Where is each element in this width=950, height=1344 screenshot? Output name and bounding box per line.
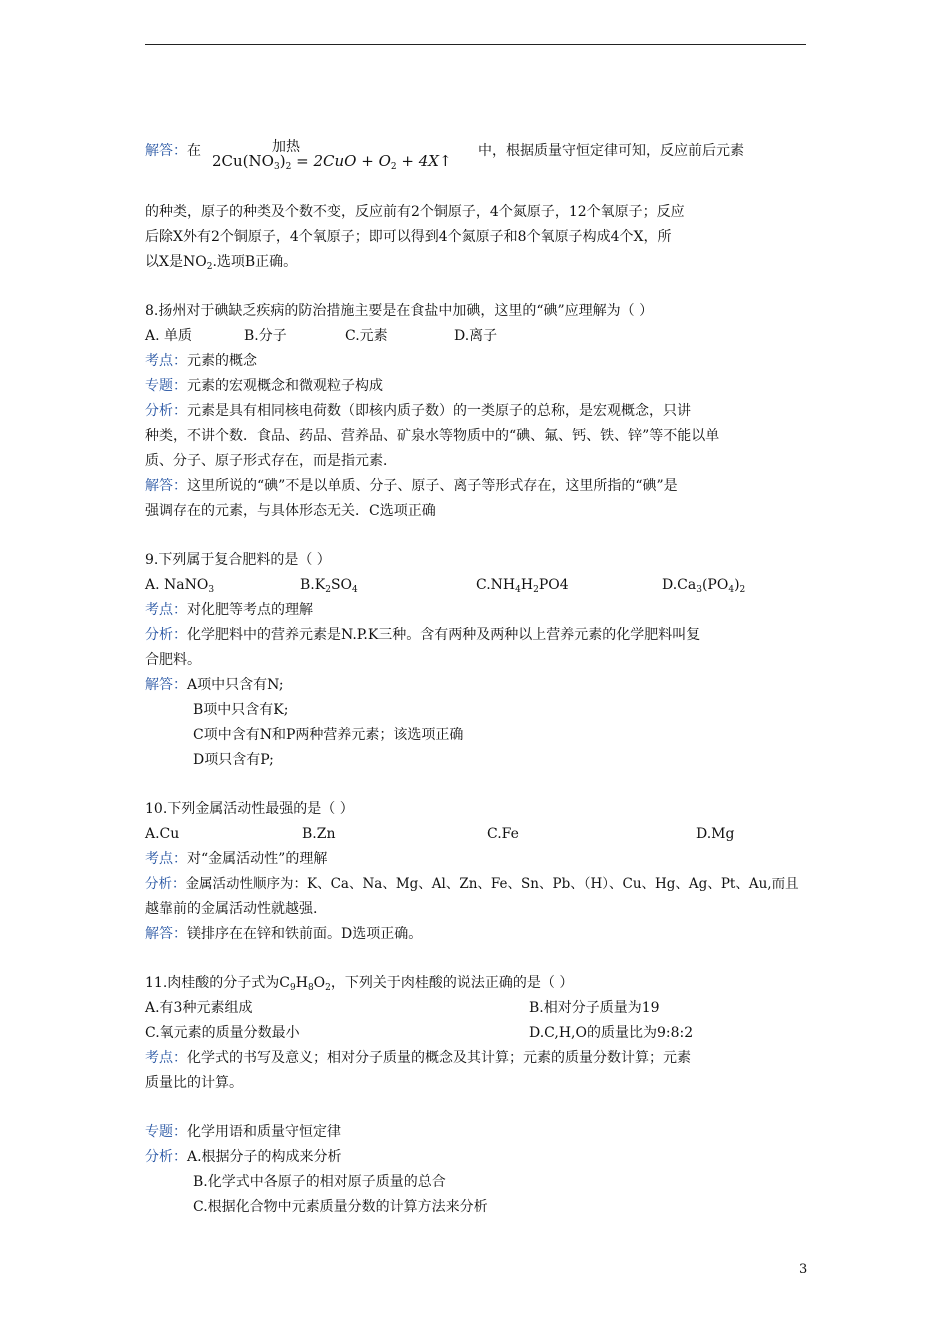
eq-reactant: 2Cu(NO: [212, 152, 274, 170]
q9-b-sub2: 4: [352, 585, 358, 595]
q9-c-sub1: 4: [515, 585, 521, 595]
q11-option-d: D.C,H,O的质量比为9:8:2: [529, 1025, 694, 1041]
eq-sub-3: 3: [273, 162, 280, 172]
q9-answer-line-2: B项中只含有K;: [193, 702, 289, 718]
q11-point-line-1: [145, 1048, 691, 1068]
q9-option-b: [300, 575, 358, 595]
q7-answer-line-3: 后除X外有2个铜原子，4个氧原子；即可以得到4个氮原子和8个氧原子构成4个X，所: [145, 229, 672, 245]
analysis-label: 分析：: [145, 876, 186, 892]
q11-option-c: C.氧元素的质量分数最小: [145, 1025, 300, 1041]
q8-option-b: B.分子: [244, 328, 287, 344]
answer-label: 解答：: [145, 677, 187, 693]
q8-an1: 元素是具有相同核电荷数（即核内质子数）的一类原子的总称，是宏观概念，只讲: [187, 403, 691, 419]
page-number: 3: [799, 1262, 808, 1277]
q9-a-sub: 3: [208, 585, 215, 595]
q8-analysis-line-2: 种类，不讲个数．食品、药品、营养品、矿泉水等物质中的“碘、氟、钙、铁、锌”等不能以单: [145, 428, 720, 444]
q10-analysis-line-2: 越靠前的金属活动性就越强.: [145, 901, 318, 917]
q11-sub3: 2: [325, 983, 331, 993]
eq-sub-2: 2: [285, 162, 292, 172]
q11-stem: [145, 973, 573, 993]
point-label: 考点：: [145, 353, 187, 369]
q9-answer-line-1: [145, 675, 284, 695]
point-label: 考点：: [145, 851, 187, 867]
eq-product-2: O: [378, 152, 391, 170]
q10-option-c: C.Fe: [487, 826, 519, 842]
q9-b-sub1: 2: [325, 585, 331, 595]
eq-sign: =: [296, 152, 309, 170]
eq-intro: 在: [187, 143, 201, 159]
q11-sub1: 9: [289, 983, 296, 993]
q10-option-d: D.Mg: [696, 826, 735, 842]
q9-analysis-line-2: 合肥料。: [145, 652, 201, 668]
q11-analysis-line-1: [145, 1147, 342, 1167]
answer-label: 解答：: [145, 478, 187, 494]
q9-an1: 化学肥料中的营养元素是N.P.K三种。含有两种及两种以上营养元素的化学肥料叫复: [187, 627, 701, 643]
q7-answer-line-2: 的种类，原子的种类及个数不变，反应前有2个铜原子，4个氮原子，12个氧原子；反应: [145, 204, 685, 220]
q10-ans-text: 镁排序在在锌和铁前面。D选项正确。: [187, 926, 423, 942]
q11-analysis-line-3: C.根据化合物中元素质量分数的计算方法来分析: [193, 1199, 488, 1215]
topic-label: 专题：: [145, 378, 187, 394]
q8-answer-line-2: 强调存在的元素，与具体形态无关．C选项正确: [145, 503, 436, 519]
q8-topic-text: 元素的宏观概念和微观粒子构成: [187, 378, 383, 394]
q9-d-mid: (PO: [701, 577, 729, 593]
point-label: 考点：: [145, 602, 187, 618]
q8-option-d: D.离子: [454, 328, 498, 344]
eq-after-text: 中，根据质量守恒定律可知，反应前后元素: [478, 143, 744, 159]
q9-c-sub2: 2: [533, 585, 539, 595]
q7-answer-line-1: [145, 141, 201, 161]
point-label: 考点：: [145, 1050, 187, 1066]
q9-option-d: [662, 575, 745, 595]
q10-option-b: B.Zn: [302, 826, 336, 842]
q9-b-text: B.K: [300, 577, 326, 593]
eq-product-3: 4X: [418, 152, 439, 170]
q10-answer: [145, 924, 422, 944]
q11-analysis-line-2: B.化学式中各原子的相对原子质量的总合: [193, 1174, 446, 1190]
q8-topic: [145, 376, 383, 396]
q11-topic: [145, 1122, 341, 1142]
q10-an1: 金属活动性顺序为：K、Ca、Na、Mg、Al、Zn、Fe、Sn、Pb、（H）、Cu、Hg、Ag、Pt、Au,而且: [185, 876, 799, 892]
q8-point: [145, 351, 257, 371]
q9-d-sub1: 3: [696, 585, 702, 595]
q9-d-sub2: 4: [728, 585, 735, 595]
q8-analysis-line-1: [145, 401, 691, 421]
q8-option-c: C.元素: [345, 328, 388, 344]
q9-option-c: [476, 575, 569, 595]
q10-point: [145, 849, 327, 869]
q9-stem: 9.下列属于复合肥料的是（ ）: [145, 552, 331, 568]
eq-plus-1: +: [361, 152, 374, 170]
q9-c-end: PO4: [538, 577, 569, 593]
q9-d-text: D.Ca: [662, 577, 697, 593]
analysis-label: 分析：: [145, 627, 187, 643]
q9-answer-line-3: C项中含有N和P两种营养元素；该选项正确: [193, 727, 464, 743]
q11-point-line-2: 质量比的计算。: [145, 1075, 243, 1091]
q11-m1: H: [295, 975, 308, 991]
q10-analysis-line-1: [145, 874, 799, 894]
q9-d-close: ): [734, 577, 740, 593]
eq-plus-2: +: [401, 152, 414, 170]
q9-b-mid: SO: [330, 577, 353, 593]
q9-point-text: 对化肥等考点的理解: [187, 602, 313, 618]
eq-o-sub: 2: [390, 162, 397, 172]
q9-analysis-line-1: [145, 625, 700, 645]
q11-point1: 化学式的书写及意义；相对分子质量的概念及其计算；元素的质量分数计算；元素: [187, 1050, 691, 1066]
answer-label: 解答：: [145, 143, 187, 159]
q11-option-a: A.有3种元素组成: [145, 1000, 253, 1016]
answer-label: 解答：: [145, 926, 187, 942]
q9-c-text: C.NH: [476, 577, 516, 593]
q11-stem-post: ，下列关于肉桂酸的说法正确的是（ ）: [330, 975, 574, 991]
q11-sub2: 8: [307, 983, 314, 993]
q9-option-a: [145, 575, 214, 595]
header-rule: [145, 44, 806, 45]
analysis-label: 分析：: [145, 403, 187, 419]
q11-stem-pre: 11.肉桂酸的分子式为C: [145, 975, 290, 991]
eq-condition: 加热: [272, 139, 300, 155]
q8-stem: 8.扬州对于碘缺乏疾病的防治措施主要是在食盐中加碘，这里的“碘”应理解为（ ）: [145, 303, 654, 319]
q7-a4-post: .选项B正确。: [212, 254, 298, 270]
q8-answer-line-1: [145, 476, 678, 496]
q8-analysis-line-3: 质、分子、原子形式存在，而是指元素．: [145, 453, 397, 469]
q7-a4-pre: 以X是NO: [145, 254, 207, 270]
q10-stem: 10.下列金属活动性最强的是（ ）: [145, 801, 354, 817]
q10-option-a: A.Cu: [145, 826, 180, 842]
q11-m2: O: [313, 975, 326, 991]
eq-close: ): [279, 152, 286, 170]
q8-ans1: 这里所说的“碘”不是以单质、分子、原子、离子等形式存在，这里所指的“碘”是: [187, 478, 678, 494]
q7-answer-line-4: [145, 252, 297, 272]
q11-option-b: B.相对分子质量为19: [529, 1000, 660, 1016]
q9-ans1: A项中只含有N;: [187, 677, 284, 693]
q8-option-a: A. 单质: [145, 328, 193, 344]
q9-answer-line-4: D项只含有P;: [193, 752, 274, 768]
chemical-equation: [212, 136, 477, 176]
q10-point-text: 对“金属活动性”的理解: [187, 851, 328, 867]
eq-gas-arrow: ↑: [438, 152, 452, 170]
analysis-label: 分析：: [145, 1149, 187, 1165]
q9-a-text: A. NaNO: [145, 577, 209, 593]
q8-point-text: 元素的概念: [187, 353, 257, 369]
q9-point: [145, 600, 313, 620]
eq-product-1: 2CuO: [313, 152, 357, 170]
q9-d-sub3: 2: [739, 585, 746, 595]
q11-an1: A.根据分子的构成来分析: [187, 1149, 342, 1165]
q9-c-mid: H: [520, 577, 534, 593]
q7-a4-sub: 2: [206, 262, 213, 272]
q11-topic-text: 化学用语和质量守恒定律: [187, 1124, 341, 1140]
topic-label: 专题：: [145, 1124, 187, 1140]
